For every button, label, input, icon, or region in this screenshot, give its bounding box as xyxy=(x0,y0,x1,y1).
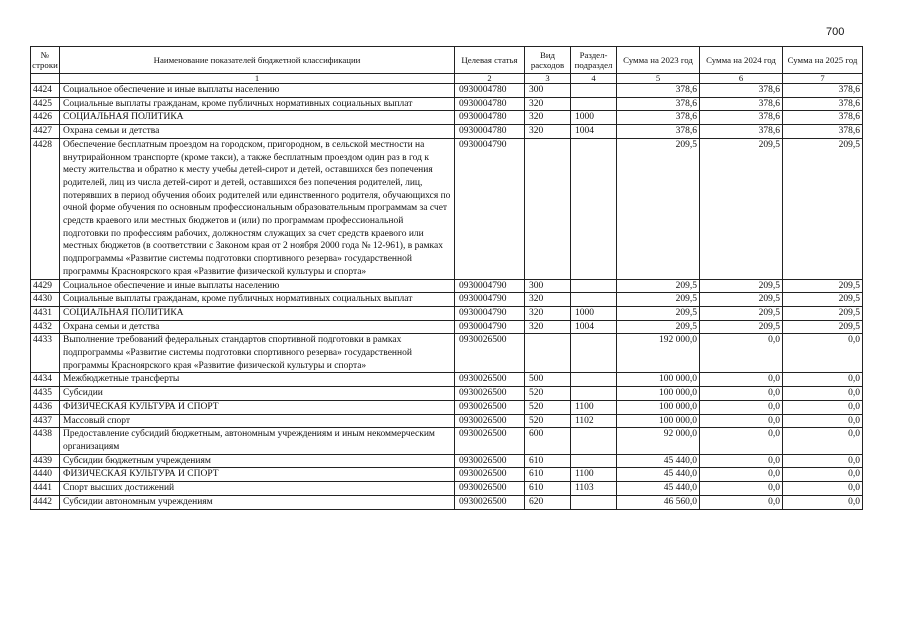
table-row xyxy=(31,279,863,293)
row-expense-type: 600 xyxy=(525,428,571,454)
row-expense-type: 300 xyxy=(525,84,571,98)
row-expense-type: 520 xyxy=(525,387,571,401)
row-number: 4433 xyxy=(31,334,60,373)
row-number: 4437 xyxy=(31,414,60,428)
row-expense-type: 320 xyxy=(525,125,571,139)
row-sum-2024: 0,0 xyxy=(700,454,783,468)
table-row xyxy=(31,400,863,414)
header-name: Наименование показателей бюджетной классификации xyxy=(60,47,455,74)
row-name: Охрана семьи и детства xyxy=(60,320,455,334)
row-number: 4438 xyxy=(31,428,60,454)
row-expense-type: 520 xyxy=(525,414,571,428)
row-sum-2023: 192 000,0 xyxy=(617,334,700,373)
row-number: 4424 xyxy=(31,84,60,98)
table-row xyxy=(31,482,863,496)
row-name: Субсидии бюджетным учреждениям xyxy=(60,454,455,468)
row-sum-2023: 209,5 xyxy=(617,279,700,293)
row-target: 0930004790 xyxy=(455,320,525,334)
row-target: 0930026500 xyxy=(455,428,525,454)
row-section: 1100 xyxy=(571,400,617,414)
row-sum-2024: 0,0 xyxy=(700,414,783,428)
row-sum-2024: 378,6 xyxy=(700,84,783,98)
row-expense-type: 320 xyxy=(525,97,571,111)
row-target: 0930004780 xyxy=(455,111,525,125)
row-section xyxy=(571,428,617,454)
row-section: 1000 xyxy=(571,111,617,125)
column-number: 4 xyxy=(571,74,617,84)
row-section xyxy=(571,373,617,387)
row-expense-type: 610 xyxy=(525,454,571,468)
row-sum-2025: 0,0 xyxy=(783,454,863,468)
row-sum-2025: 378,6 xyxy=(783,125,863,139)
row-sum-2024: 0,0 xyxy=(700,468,783,482)
row-target: 0930004790 xyxy=(455,293,525,307)
row-sum-2023: 378,6 xyxy=(617,84,700,98)
row-name: Охрана семьи и детства xyxy=(60,125,455,139)
row-expense-type: 320 xyxy=(525,306,571,320)
table-row xyxy=(31,138,863,279)
row-target: 0930004780 xyxy=(455,84,525,98)
table-row xyxy=(31,334,863,373)
column-number: 2 xyxy=(455,74,525,84)
table-row xyxy=(31,414,863,428)
row-section: 1000 xyxy=(571,306,617,320)
row-sum-2025: 209,5 xyxy=(783,320,863,334)
row-sum-2025: 0,0 xyxy=(783,482,863,496)
column-numbers-row xyxy=(31,74,863,84)
row-sum-2025: 0,0 xyxy=(783,468,863,482)
row-name: Предоставление субсидий бюджетным, автономным учреждениям и иным некоммерческим организациям xyxy=(60,428,455,454)
table-row xyxy=(31,306,863,320)
header-sum-2023: Сумма на 2023 год xyxy=(617,47,700,74)
table-row xyxy=(31,495,863,509)
row-section xyxy=(571,138,617,279)
row-sum-2024: 0,0 xyxy=(700,387,783,401)
row-sum-2023: 209,5 xyxy=(617,306,700,320)
row-name: Социальные выплаты гражданам, кроме публичных нормативных социальных выплат xyxy=(60,293,455,307)
row-section: 1004 xyxy=(571,320,617,334)
row-target: 0930004790 xyxy=(455,138,525,279)
row-name: Субсидии автономным учреждениям xyxy=(60,495,455,509)
table-row xyxy=(31,373,863,387)
row-target: 0930004790 xyxy=(455,279,525,293)
row-sum-2025: 209,5 xyxy=(783,306,863,320)
row-sum-2023: 92 000,0 xyxy=(617,428,700,454)
row-name: Выполнение требований федеральных стандартов спортивной подготовки в рамках подпрограммы «Развитие системы подготовки спортивного резерва» государственной программы Красноярского края «Развитие физической культуры и спорта» xyxy=(60,334,455,373)
row-name: СОЦИАЛЬНАЯ ПОЛИТИКА xyxy=(60,111,455,125)
row-target: 0930026500 xyxy=(455,454,525,468)
row-sum-2025: 0,0 xyxy=(783,400,863,414)
row-target: 0930004790 xyxy=(455,306,525,320)
row-sum-2024: 209,5 xyxy=(700,138,783,279)
row-number: 4439 xyxy=(31,454,60,468)
row-expense-type: 520 xyxy=(525,400,571,414)
row-sum-2023: 209,5 xyxy=(617,293,700,307)
row-sum-2023: 45 440,0 xyxy=(617,482,700,496)
row-sum-2025: 0,0 xyxy=(783,414,863,428)
row-sum-2024: 0,0 xyxy=(700,334,783,373)
row-number: 4431 xyxy=(31,306,60,320)
row-sum-2024: 209,5 xyxy=(700,279,783,293)
row-section: 1103 xyxy=(571,482,617,496)
row-sum-2025: 0,0 xyxy=(783,428,863,454)
row-name: Спорт высших достижений xyxy=(60,482,455,496)
row-number: 4436 xyxy=(31,400,60,414)
row-sum-2025: 0,0 xyxy=(783,495,863,509)
row-sum-2023: 46 560,0 xyxy=(617,495,700,509)
row-number: 4426 xyxy=(31,111,60,125)
row-target: 0930026500 xyxy=(455,468,525,482)
table-row xyxy=(31,428,863,454)
row-expense-type: 610 xyxy=(525,482,571,496)
row-number: 4435 xyxy=(31,387,60,401)
row-target: 0930026500 xyxy=(455,334,525,373)
row-sum-2023: 378,6 xyxy=(617,111,700,125)
row-sum-2025: 0,0 xyxy=(783,373,863,387)
header-target: Целевая статья xyxy=(455,47,525,74)
table-row xyxy=(31,84,863,98)
row-number: 4429 xyxy=(31,279,60,293)
row-sum-2023: 100 000,0 xyxy=(617,373,700,387)
row-name: СОЦИАЛЬНАЯ ПОЛИТИКА xyxy=(60,306,455,320)
row-sum-2025: 378,6 xyxy=(783,111,863,125)
row-number: 4441 xyxy=(31,482,60,496)
header-section: Раздел-подраздел xyxy=(571,47,617,74)
header-row-no: № строки xyxy=(31,47,60,74)
row-sum-2023: 100 000,0 xyxy=(617,414,700,428)
row-sum-2025: 378,6 xyxy=(783,84,863,98)
row-name: Социальное обеспечение и иные выплаты населению xyxy=(60,279,455,293)
row-target: 0930004780 xyxy=(455,97,525,111)
row-expense-type: 320 xyxy=(525,320,571,334)
row-number: 4427 xyxy=(31,125,60,139)
row-sum-2024: 0,0 xyxy=(700,373,783,387)
row-number: 4440 xyxy=(31,468,60,482)
row-sum-2023: 45 440,0 xyxy=(617,468,700,482)
row-expense-type: 320 xyxy=(525,111,571,125)
row-number: 4428 xyxy=(31,138,60,279)
row-sum-2023: 209,5 xyxy=(617,320,700,334)
row-section: 1102 xyxy=(571,414,617,428)
row-sum-2023: 378,6 xyxy=(617,97,700,111)
table-row xyxy=(31,468,863,482)
row-number: 4442 xyxy=(31,495,60,509)
row-target: 0930026500 xyxy=(455,373,525,387)
row-section xyxy=(571,495,617,509)
row-sum-2025: 0,0 xyxy=(783,334,863,373)
row-sum-2024: 209,5 xyxy=(700,320,783,334)
row-name: Социальное обеспечение и иные выплаты населению xyxy=(60,84,455,98)
header-sum-2024: Сумма на 2024 год xyxy=(700,47,783,74)
row-target: 0930026500 xyxy=(455,387,525,401)
column-number xyxy=(31,74,60,84)
row-number: 4425 xyxy=(31,97,60,111)
row-sum-2023: 100 000,0 xyxy=(617,387,700,401)
row-name: ФИЗИЧЕСКАЯ КУЛЬТУРА И СПОРТ xyxy=(60,400,455,414)
page-number: 700 xyxy=(826,26,845,38)
row-section xyxy=(571,279,617,293)
row-sum-2023: 45 440,0 xyxy=(617,454,700,468)
row-name: Обеспечение бесплатным проездом на городском, пригородном, в сельской местности на внутрирайонном транспорте (кроме такси), а также бесплатным проездом один раз в год к месту жительства и обратно к месту учебы детей-сирот и детей, оставшихся без попечения родителей, лиц из числа детей-сирот и детей, оставшихся без попечения родителей, лиц, потерявших в период обучения обоих родителей или единственного родителя, обучающихся по очной форме обучения по основным профессиональным образовательным программам за счет средств краевого или местных бюджетов и (или) по программам профессиональной подготовки по профессиям рабочих, должностям служащих за счет средств краевого или местных бюджетов (в соответствии с Законом края от 2 ноября 2000 года № 12-961), в рамках подпрограммы «Развитие системы подготовки спортивного резерва» государственной программы Красноярского края «Развитие физической культуры и спорта» xyxy=(60,138,455,279)
row-target: 0930026500 xyxy=(455,414,525,428)
row-sum-2024: 378,6 xyxy=(700,111,783,125)
row-section xyxy=(571,387,617,401)
table-row xyxy=(31,454,863,468)
row-section xyxy=(571,454,617,468)
row-sum-2024: 209,5 xyxy=(700,293,783,307)
row-name: ФИЗИЧЕСКАЯ КУЛЬТУРА И СПОРТ xyxy=(60,468,455,482)
row-name: Межбюджетные трансферты xyxy=(60,373,455,387)
row-sum-2024: 0,0 xyxy=(700,495,783,509)
row-number: 4432 xyxy=(31,320,60,334)
column-number: 5 xyxy=(617,74,700,84)
row-sum-2023: 378,6 xyxy=(617,125,700,139)
row-sum-2024: 378,6 xyxy=(700,125,783,139)
budget-table xyxy=(30,46,863,510)
row-sum-2025: 209,5 xyxy=(783,138,863,279)
row-sum-2023: 100 000,0 xyxy=(617,400,700,414)
row-section xyxy=(571,293,617,307)
table-row xyxy=(31,320,863,334)
table-body xyxy=(31,84,863,510)
row-name: Массовый спорт xyxy=(60,414,455,428)
row-number: 4434 xyxy=(31,373,60,387)
row-expense-type xyxy=(525,138,571,279)
row-sum-2023: 209,5 xyxy=(617,138,700,279)
header-sum-2025: Сумма на 2025 год xyxy=(783,47,863,74)
row-name: Субсидии xyxy=(60,387,455,401)
table-row xyxy=(31,97,863,111)
row-sum-2025: 209,5 xyxy=(783,293,863,307)
row-expense-type: 620 xyxy=(525,495,571,509)
row-sum-2024: 0,0 xyxy=(700,482,783,496)
column-number: 6 xyxy=(700,74,783,84)
row-target: 0930026500 xyxy=(455,495,525,509)
column-number: 3 xyxy=(525,74,571,84)
row-sum-2024: 0,0 xyxy=(700,400,783,414)
table-row xyxy=(31,293,863,307)
row-sum-2024: 0,0 xyxy=(700,428,783,454)
row-expense-type: 610 xyxy=(525,468,571,482)
row-target: 0930004780 xyxy=(455,125,525,139)
row-section: 1004 xyxy=(571,125,617,139)
row-expense-type: 500 xyxy=(525,373,571,387)
table-row xyxy=(31,387,863,401)
row-target: 0930026500 xyxy=(455,482,525,496)
row-sum-2024: 378,6 xyxy=(700,97,783,111)
row-sum-2024: 209,5 xyxy=(700,306,783,320)
column-number: 1 xyxy=(60,74,455,84)
row-sum-2025: 378,6 xyxy=(783,97,863,111)
table-row xyxy=(31,125,863,139)
row-expense-type xyxy=(525,334,571,373)
row-sum-2025: 209,5 xyxy=(783,279,863,293)
row-number: 4430 xyxy=(31,293,60,307)
row-section: 1100 xyxy=(571,468,617,482)
table-row xyxy=(31,111,863,125)
row-section xyxy=(571,97,617,111)
column-number: 7 xyxy=(783,74,863,84)
row-expense-type: 300 xyxy=(525,279,571,293)
row-name: Социальные выплаты гражданам, кроме публичных нормативных социальных выплат xyxy=(60,97,455,111)
row-section xyxy=(571,334,617,373)
header-expense-type: Вид расходов xyxy=(525,47,571,74)
row-sum-2025: 0,0 xyxy=(783,387,863,401)
header-row xyxy=(31,47,863,74)
row-expense-type: 320 xyxy=(525,293,571,307)
row-target: 0930026500 xyxy=(455,400,525,414)
row-section xyxy=(571,84,617,98)
